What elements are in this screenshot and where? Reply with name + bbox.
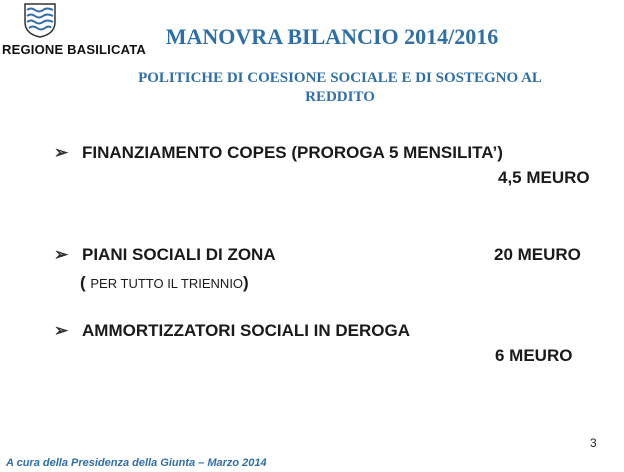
- bullet-note: [80, 273, 249, 293]
- subtitle-line-1: POLITICHE DI COESIONE SOCIALE E DI SOSTEGNO AL: [138, 70, 542, 86]
- slide-subtitle: [60, 69, 620, 107]
- regional-coat-of-arms-icon: [22, 2, 58, 38]
- bullet-copes: [54, 143, 503, 163]
- bullet-amount: 4,5 MEURO: [498, 168, 590, 187]
- bullet-ammortizzatori: [54, 321, 410, 341]
- note-text: PER TUTTO IL TRIENNIO: [90, 276, 244, 291]
- bullet-text: PIANI SOCIALI DI ZONA: [82, 245, 276, 264]
- bullet-text: FINANZIAMENTO COPES (PROROGA 5 MENSILITA’): [82, 143, 503, 162]
- footer-credit: A cura della Presidenza della Giunta – Marzo 2014: [6, 457, 267, 469]
- subtitle-line-2: REDDITO: [305, 89, 375, 105]
- bullet-piani-sociali: [54, 245, 276, 265]
- arrow-bullet-icon: ➢: [54, 245, 69, 264]
- slide-title: MANOVRA BILANCIO 2014/2016: [165, 24, 499, 49]
- bullet-amount: 6 MEURO: [495, 346, 573, 365]
- organization-name: REGIONE BASILICATA: [2, 42, 146, 57]
- bullet-text: AMMORTIZZATORI SOCIALI IN DEROGA: [82, 321, 411, 340]
- note-paren-close: ): [243, 273, 249, 292]
- bullet-amount: 20 MEURO: [494, 245, 581, 264]
- page-number: 3: [590, 436, 597, 450]
- arrow-bullet-icon: ➢: [54, 321, 69, 340]
- arrow-bullet-icon: ➢: [54, 143, 69, 162]
- note-paren-open: (: [80, 273, 91, 292]
